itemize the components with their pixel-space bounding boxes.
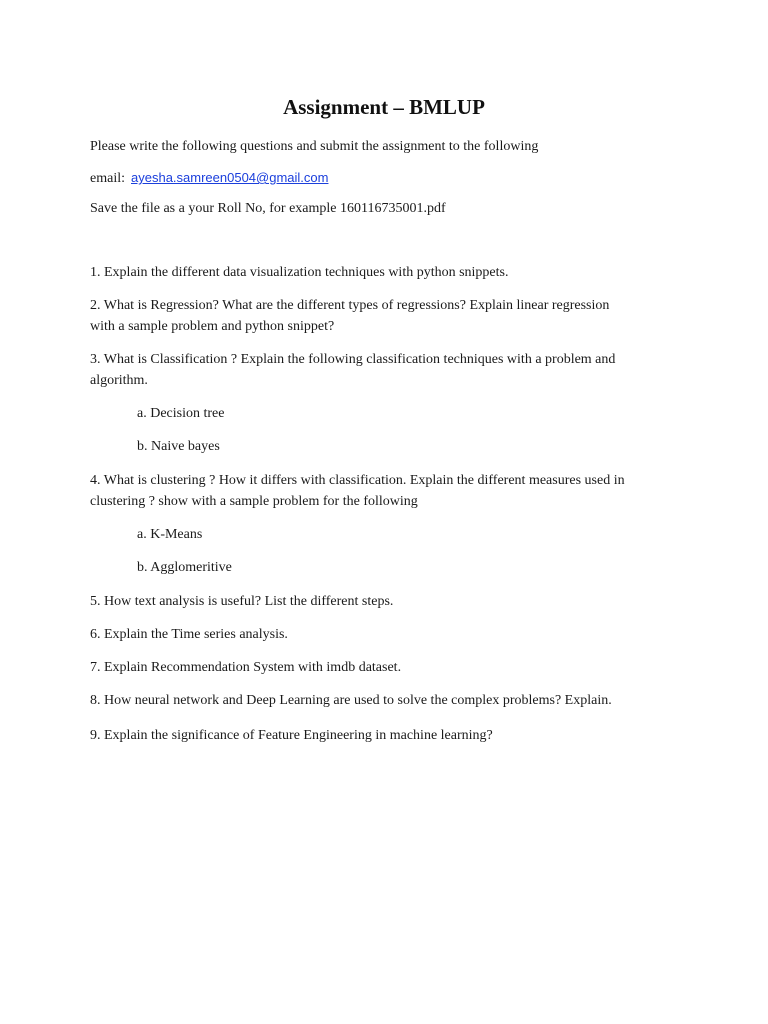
question-5-line: 5. How text analysis is useful? List the different steps. (90, 594, 394, 609)
question-9-line: 9. Explain the significance of Feature Engineering in machine learning? (90, 728, 493, 743)
question-4-option-b: b. Agglomeritive (137, 560, 232, 575)
question-1-line: 1. Explain the different data visualization techniques with python snippets. (90, 265, 509, 280)
intro-line: Please write the following questions and submit the assignment to the following (90, 139, 539, 154)
question-3-line: 3. What is Classification ? Explain the following classification techniques with a problem and (90, 352, 616, 367)
document-title: Assignment – BMLUP (283, 95, 485, 119)
save-instruction-line: Save the file as a your Roll No, for example 160116735001.pdf (90, 201, 446, 216)
question-8-line: 8. How neural network and Deep Learning are used to solve the complex problems? Explain. (90, 693, 612, 708)
question-4-line: 4. What is clustering ? How it differs with classification. Explain the different measures used in (90, 473, 625, 488)
question-7-line: 7. Explain Recommendation System with imdb dataset. (90, 660, 402, 675)
email-line (90, 167, 680, 189)
email-link[interactable]: ayesha.samreen0504@gmail.com (131, 170, 329, 185)
question-6-line: 6. Explain the Time series analysis. (90, 627, 288, 642)
question-3-continuation: algorithm. (90, 373, 148, 388)
question-2-continuation: with a sample problem and python snippet? (90, 319, 335, 334)
question-3-option-a: a. Decision tree (137, 406, 225, 421)
question-4-option-a: a. K-Means (137, 527, 203, 542)
question-4-continuation: clustering ? show with a sample problem for the following (90, 494, 418, 509)
question-2-line: 2. What is Regression? What are the different types of regressions? Explain linear regression (90, 298, 610, 313)
email-label: email: (90, 171, 125, 186)
question-3-option-b: b. Naive bayes (137, 439, 220, 454)
